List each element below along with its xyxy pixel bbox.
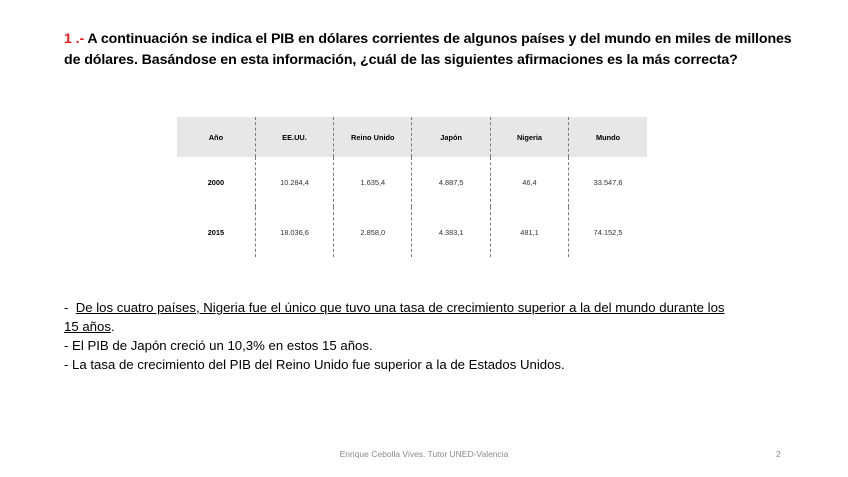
question-body: A continuación se indica el PIB en dólares corrientes de algunos países y del mundo en miles de millones de dólares. Basándose en esta información, ¿cuál de las siguientes afirmaciones es la más correcta? bbox=[64, 31, 792, 68]
cell-year: 2015 bbox=[177, 207, 255, 257]
question-text bbox=[64, 29, 804, 71]
table-header-row bbox=[177, 117, 647, 157]
option-c: - La tasa de crecimiento del PIB del Reino Unido fue superior a la de Estados Unidos. bbox=[64, 357, 565, 372]
cell-japan: 4.887,5 bbox=[412, 157, 490, 207]
option-a-dash: - bbox=[64, 300, 76, 315]
cell-usa: 10.284,4 bbox=[255, 157, 333, 207]
option-a-period: . bbox=[110, 319, 115, 334]
table-row bbox=[177, 157, 647, 207]
cell-world: 74.152,5 bbox=[593, 227, 623, 237]
option-a-continued bbox=[64, 317, 804, 336]
question-number: 1 .- bbox=[64, 31, 85, 47]
header-world: Mundo bbox=[595, 132, 621, 142]
cell-year: 2000 bbox=[177, 157, 255, 207]
cell-world: 33.547,6 bbox=[593, 177, 623, 187]
cell-nigeria: 46,4 bbox=[490, 157, 568, 207]
header-uk: Reino Unido bbox=[334, 117, 412, 157]
cell-nigeria: 481,1 bbox=[490, 207, 568, 257]
footer-author: Enrique Cebolla Vives. Tutor UNED-Valencia bbox=[339, 449, 509, 459]
gdp-table bbox=[177, 117, 647, 257]
page-number: 2 bbox=[776, 449, 781, 459]
cell-uk: 1.635,4 bbox=[334, 157, 412, 207]
cell-usa: 18.036,6 bbox=[255, 207, 333, 257]
header-japan: Japón bbox=[412, 117, 490, 157]
cell-japan: 4.383,1 bbox=[412, 207, 490, 257]
answer-options bbox=[64, 298, 804, 374]
header-nigeria: Nigeria bbox=[490, 117, 568, 157]
cell-uk: 2.858,0 bbox=[334, 207, 412, 257]
option-a bbox=[64, 298, 804, 317]
option-a-text-1: De los cuatro países, Nigeria fue el único que tuvo una tasa de crecimiento superior a la del mundo durante los bbox=[75, 300, 725, 315]
table-row bbox=[177, 207, 647, 257]
option-b: - El PIB de Japón creció un 10,3% en estos 15 años. bbox=[64, 338, 373, 353]
option-a-text-2: 15 años bbox=[64, 319, 111, 334]
header-usa: EE.UU. bbox=[255, 117, 333, 157]
header-year: Año bbox=[177, 117, 255, 157]
